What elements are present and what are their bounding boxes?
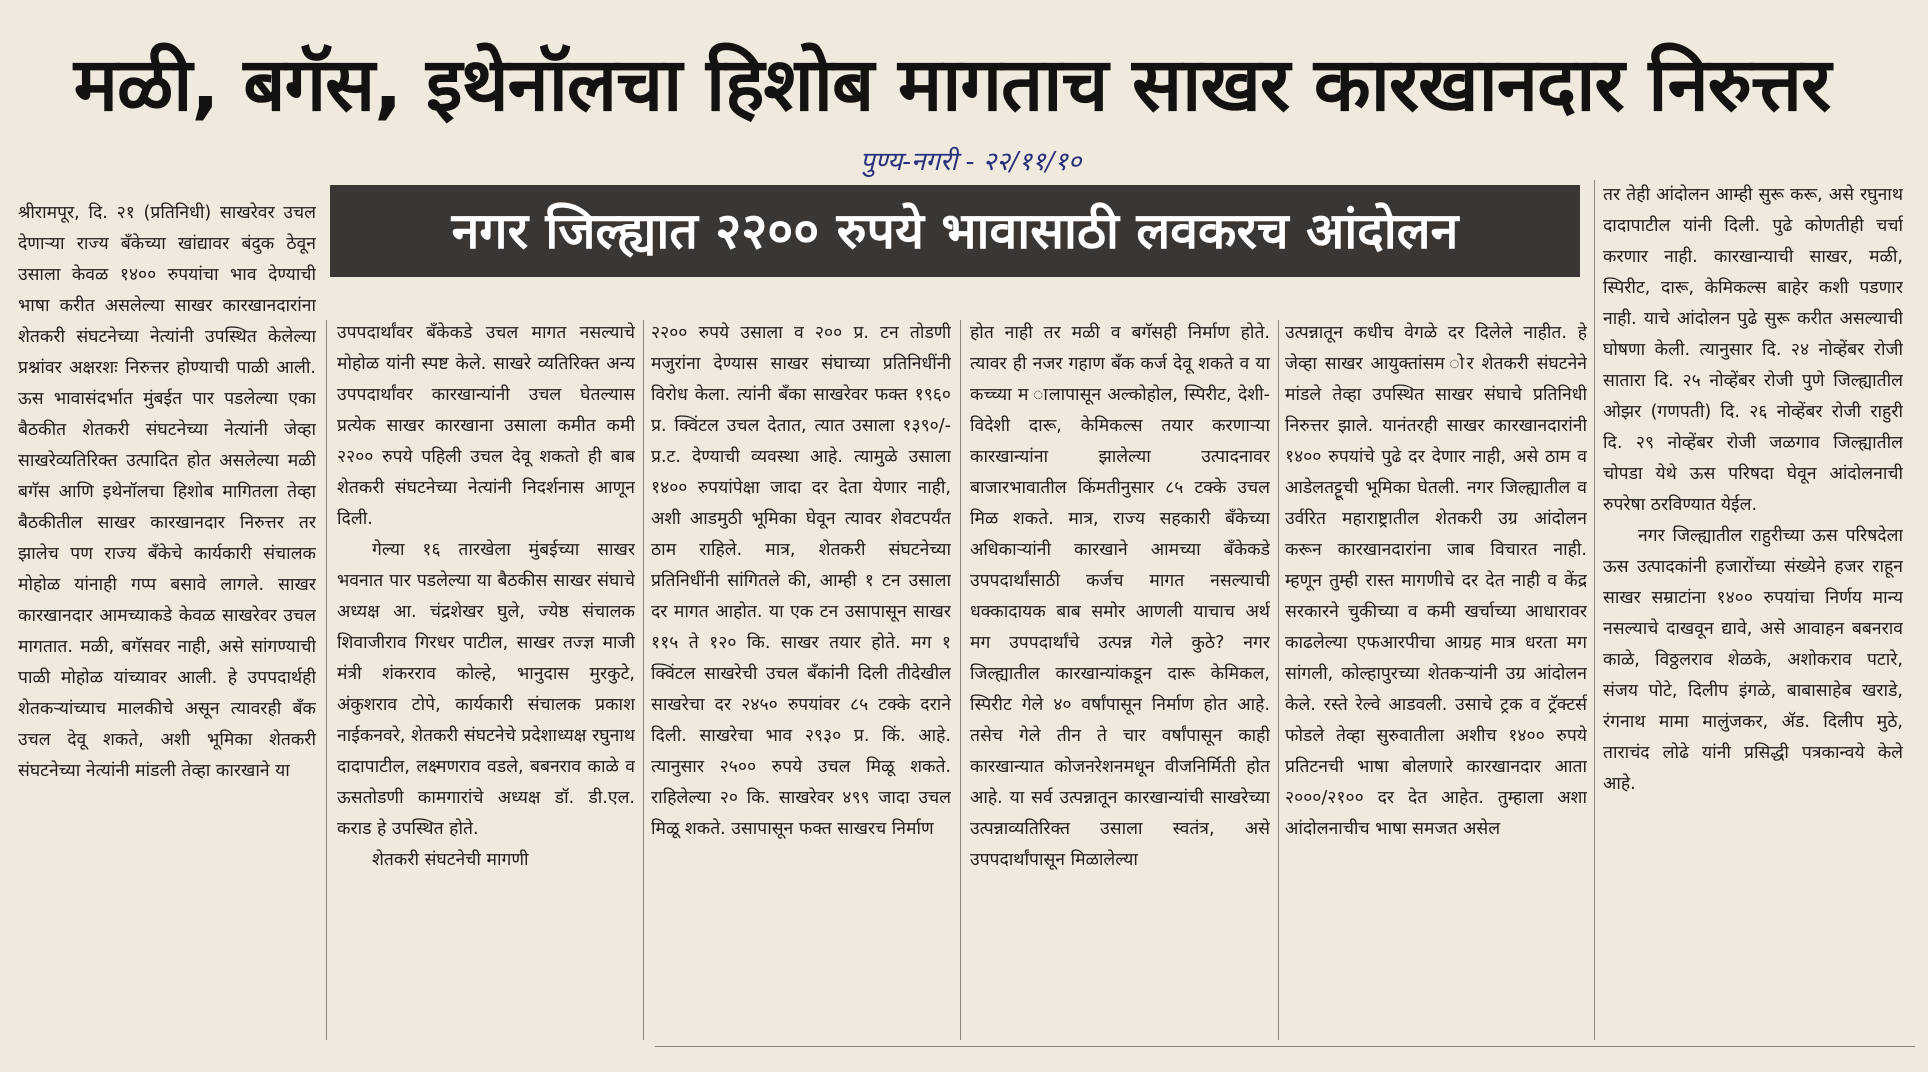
article-column-4 [970,318,1270,1034]
column-divider [643,320,644,1040]
column-6-text-a: तर तेही आंदोलन आम्ही सुरू करू, असे रघुनाथ दादापाटील यांनी दिली. पुढे कोणतीही चर्चा करणार नाही. कारखान्याची साखर, मळी, स्पिरीट, दारू, केमिकल्स बाहेर कशी पडणार नाही. याचे आंदोलन पुढे सुरू करीत असल्याची घोषणा केली. त्यानुसार दि. २४ नोव्हेंबर रोजी सातारा दि. २५ नोव्हेंबर रोजी पुणे जिल्ह्यातील ओझर (गणपती) दि. २६ नोव्हेंबर रोजी राहुरी दि. २९ नोव्हेंबर रोजी जळगाव जिल्ह्यातील चोपडा येथे ऊस परिषदा घेवून आंदोलनाची रुपरेषा ठरविण्यात येईल. [1603,185,1903,515]
article-column-5 [1285,318,1587,1034]
column-divider [960,320,961,1040]
column-divider [1278,320,1279,1040]
bottom-rule [655,1046,1915,1047]
column-5-text: उत्पन्नातून कधीच वेगळे दर दिलेले नाहीत. हे जेव्हा साखर आयुक्तांसम ोर शेतकरी संघटनेने मांडले तेव्हा उपस्थित साखर संघाचे प्रतिनिधी निरुत्तर झाले. यानंतरही साखर कारखानदारांनी १४०० रुपयांचे पुढे दर देणार नाही, असे ठाम व आडेलतट्टूची भूमिका घेतली. नगर जिल्ह्यातील व उर्वरित महाराष्ट्रातील शेतकरी उग्र आंदोलन करून कारखानदारांना जाब विचारत नाही. म्हणून तुम्ही रास्त मागणीचे दर देत नाही व केंद्र सरकारने चुकीच्या व कमी खर्चाच्या आधारावर काढलेल्या एफआरपीचा आग्रह मात्र धरता मग सांगली, कोल्हापुरच्या शेतकऱ्यांनी उग्र आंदोलन केले. रस्ते रेल्वे आडवली. उसाचे ट्रक व ट्रॅक्टर्स फोडले तेव्हा सुरुवातीला अशीच १४०० रुपये प्रतिटनची भाषा बोलणारे कारखानदार आता २०००/२१०० दर देत आहेत. तुम्हाला अशा आंदोलनाचीच भाषा समजत असेल [1285,323,1587,839]
column-2-text-a: उपपदार्थांवर बँकेकडे उचल मागत नसल्याचे मोहोळ यांनी स्पष्ट केले. साखरे व्यतिरिक्त अन्य उपपदार्थांवर कारखान्यांनी उचल घेतल्यास प्रत्येक साखर कारखाना उसाला कमीत कमी २२०० रुपये पहिली उचल देवू शकतो ही बाब शेतकरी संघटनेच्या नेत्यांनी निदर्शनास आणून दिली. [337,323,635,529]
subheadline-banner: नगर जिल्ह्यात २२०० रुपये भावासाठी लवकरच आंदोलन [330,185,1580,277]
column-divider [326,320,327,1040]
column-divider [1594,180,1595,1040]
article-column-1 [18,198,316,1038]
column-1-text: श्रीरामपूर, दि. २१ (प्रतिनिधी) साखरेवर उचल देणाऱ्या राज्य बँकेच्या खांद्यावर बंदुक ठेवून उसाला केवळ १४०० रुपयांचा भाव देण्याची भाषा करीत असलेल्या साखर कारखानदारांना शेतकरी संघटनेच्या नेत्यांनी उपस्थित केलेल्या प्रश्नांवर अक्षरशः निरुत्तर होण्याची पाळी आली. ऊस भावासंदर्भात मुंबईत पार पडलेल्या एका बैठकीत शेतकरी संघटनेच्या नेत्यांनी जेव्हा साखरेव्यतिरिक्त उत्पादित होत असलेल्या मळी बगॅस आणि इथेनॉलचा हिशोब मागितला तेव्हा बैठकीतील साखर कारखानदार निरुत्तर तर झालेच पण राज्य बँकेचे कार्यकारी संचालक मोहोळ यांनाही गप्प बसावे लागले. साखर कारखानदार आमच्याकडे केवळ साखरेवर उचल मागतात. मळी, बगॅसवर नाही, असे सांगण्याची पाळी मोहोळ यांच्यावर आली. हे उपपदार्थही शेतकऱ्यांच्याच मालकीचे असून त्यावरही बँक उचल देवू शकते, अशी भूमिका शेतकरी संघटनेच्या नेत्यांनी मांडली तेव्हा कारखाने या [18,203,316,781]
column-2-text-b: गेल्या १६ तारखेला मुंबईच्या साखर भवनात पार पडलेल्या या बैठकीस साखर संघाचे अध्यक्ष आ. चंद्रशेखर घुले, ज्येष्ठ संचालक शिवाजीराव गिरधर पाटील, साखर तज्ज्ञ माजी मंत्री शंकरराव कोल्हे, भानुदास मुरकुटे, अंकुशराव टोपे, कार्यकारी संचालक प्रकाश नाईकनवरे, शेतकरी संघटनेचे प्रदेशाध्यक्ष रघुनाथ दादापाटील, लक्ष्मणराव वडले, बबनराव काळे व ऊसतोडणी कामगारांचे अध्यक्ष डॉ. डी.एल. कराड हे उपस्थित होते. [337,540,635,839]
column-6-text-b: नगर जिल्ह्यातील राहुरीच्या ऊस परिषदेला ऊस उत्पादकांनी हजारोंच्या संख्येने हजर राहून साखर सम्राटांना १४०० रुपयांचा निर्णय मान्य नसल्याचे दाखवून द्यावे, असे आवाहन बबनराव काळे, विठ्ठलराव शेळके, अशोकराव पटारे, संजय पोटे, दिलीप इंगळे, बाबासाहेब खराडे, रंगनाथ मामा मालुंजकर, ॲड. दिलीप मुठे, ताराचंद लोढे यांनी प्रसिद्धी पत्रकान्वये केले आहे. [1603,526,1903,794]
article-column-6 [1603,180,1903,1038]
column-3-text: २२०० रुपये उसाला व २०० प्र. टन तोडणी मजुरांना देण्यास साखर संघाच्या प्रतिनिधींनी विरोध केला. त्यांनी बँका साखरेवर फक्त १९६० प्र. क्विंटल उचल देतात, त्यात उसाला १३९०/- प्र.ट. देण्याची व्यवस्था आहे. त्यामुळे उसाला १४०० रुपयांपेक्षा जादा दर देता येणार नाही, अशी आडमुठी भूमिका घेवून त्यावर शेवटपर्यंत ठाम राहिले. मात्र, शेतकरी संघटनेच्या प्रतिनिधींनी सांगितले की, आम्ही १ टन उसाला दर मागत आहोत. या एक टन उसापासून साखर ११५ ते १२० कि. साखर तयार होते. मग १ क्विंटल साखरेची उचल बँकांनी दिली तीदेखील साखरेचा दर २४५० रुपयांवर ८५ टक्के दराने दिली. साखरेचा भाव २९३० प्र. किं. आहे. त्यानुसार २५०० रुपये उचल मिळू शकते. राहिलेल्या २० कि. साखरेवर ४९९ जादा उचल मिळू शकते. उसापासून फक्त साखरच निर्माण [651,323,951,839]
article-column-3 [651,318,951,1034]
article-column-2 [337,318,635,1034]
headline: मळी, बगॅस, इथेनॉलचा हिशोब मागताच साखर कारखानदार निरुत्तर [73,42,1831,128]
column-2-subheading: शेतकरी संघटनेची मागणी [372,850,529,870]
column-4-text: होत नाही तर मळी व बगॅसही निर्माण होते. त्यावर ही नजर गहाण बँक कर्ज देवू शकते व या कच्च्या म ालापासून अल्कोहोल, स्पिरीट, देशी-विदेशी दारू, केमिकल्स तयार करणाऱ्या कारखान्यांना झालेल्या उत्पादनावर बाजारभावातील किंमतीनुसार ८५ टक्के उचल मिळ शकते. मात्र, राज्य सहकारी बँकेच्या अधिकाऱ्यांनी कारखाने आमच्या बँकेकडे उपपदार्थांसाठी कर्जच मागत नसल्याची धक्कादायक बाब समोर आणली याचाच अर्थ मग उपपदार्थांचे उत्पन्न गेले कुठे? नगर जिल्ह्यातील कारखान्यांकडून दारू केमिकल, स्पिरीट गेले ४० वर्षांपासून निर्माण होत आहे. तसेच गेले तीन ते चार वर्षांपासून काही कारखान्यात कोजनरेशनमधून वीजनिर्मिती होत आहे. या सर्व उत्पन्नातून कारखान्यांची साखरेच्या उत्पन्नाव्यतिरिक्त उसाला स्वतंत्र, असे उपपदार्थांपासून मिळालेल्या [970,323,1270,870]
handwritten-date-note: पुण्य-नगरी - २२/११/१० [860,147,1082,177]
